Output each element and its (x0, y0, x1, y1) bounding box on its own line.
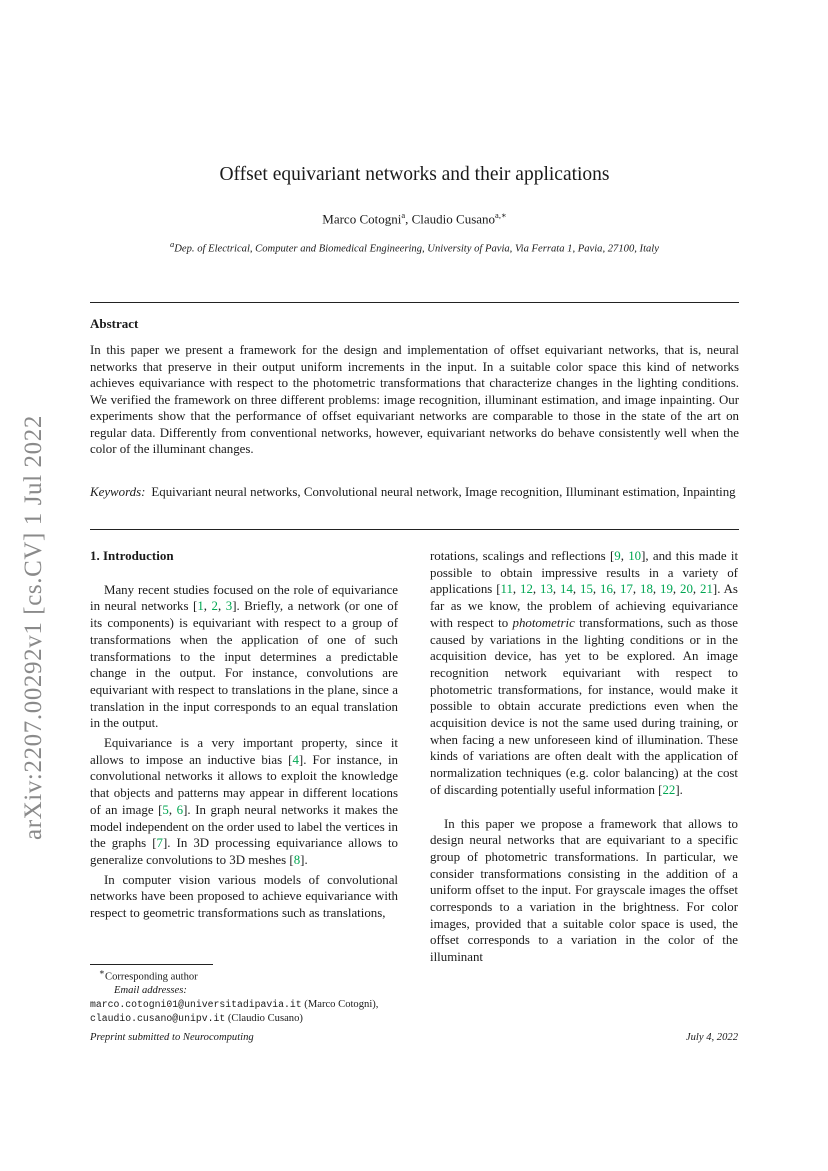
keywords-text: Equivariant neural networks, Convolutional neural network, Image recognition, Illuminant estimation, Inpainting (151, 485, 736, 499)
footer-date: July 4, 2022 (685, 1032, 738, 1043)
citation-link[interactable]: 4 (292, 752, 299, 767)
citation-link[interactable]: 7 (156, 836, 163, 851)
author-affiliation-mark: a (401, 210, 406, 220)
intro-paragraph-1: Many recent studies focused on the role of equivariance in neural networks [1, 2, 3]. Briefly, a network (or one of its components) is equivariant with respect to a group of transformations when the application of one of such transformations to the input determines a predictable change in the output. For instance, convolutions are equivariant with respect to translations in the plane, since a translation in the input corresponds to an equal translation in the output. (90, 582, 399, 731)
email-link[interactable]: claudio.cusano@unipv.it (90, 1012, 226, 1024)
author-name: Marco Cotogni (322, 211, 402, 227)
section-heading: 1. Introduction (90, 548, 174, 563)
citation-link[interactable]: 9 (614, 549, 621, 563)
abstract-top-rule (90, 302, 739, 303)
left-column (90, 548, 398, 922)
footnote-rule (90, 964, 213, 965)
citation-link[interactable]: 22 (662, 782, 676, 797)
email-owner: (Marco Cotogni), (301, 998, 379, 1010)
email-link[interactable]: marco.cotogni01@universitadipavia.it (90, 998, 302, 1010)
corresponding-author-note: Corresponding author (105, 971, 198, 983)
author-separator: , (405, 211, 412, 227)
intro-paragraph-3: In computer vision various models of convolutional networks have been proposed to achieve equivariance with respect to geometric transformations such as translations, (90, 872, 399, 921)
preprint-note: Preprint submitted to Neurocomputing (90, 1032, 254, 1043)
affiliation-text: Dep. of Electrical, Computer and Biomedical Engineering, University of Pavia, Via Ferrata 1, Pavia, 27100, Italy (174, 243, 659, 255)
arxiv-identifier: arXiv:2207.00292v1 [cs.CV] 1 Jul 2022 (20, 415, 47, 840)
citation-link[interactable]: 18 (640, 582, 653, 597)
footnotes (90, 966, 408, 1025)
email-owner: (Claudio Cusano) (225, 1012, 303, 1024)
right-column (430, 548, 738, 966)
citation-link[interactable]: 13 (540, 582, 553, 597)
citation-link[interactable]: 8 (293, 852, 301, 867)
citation-link[interactable]: 12 (520, 582, 533, 597)
citation-link[interactable]: 16 (600, 582, 613, 597)
author-list (90, 210, 739, 227)
footnote-mark: ∗ (99, 967, 106, 977)
keywords-label: Keywords: (90, 485, 146, 499)
citation-link[interactable]: 3 (225, 599, 233, 614)
intro-paragraph-2: Equivariance is a very important property, since it allows to impose an inductive bias [4]. For instance, in convolutional networks it allows to exploit the knowledge that objects and patterns may appear in different locations of an image [5, 6]. In graph neural networks it makes the model independent on the order used to label the vertices in the graphs [7]. In 3D processing equivariance allows to generalize convolutions to 3D meshes [8]. (90, 736, 399, 867)
citation-link[interactable]: 6 (176, 802, 184, 817)
citation-link[interactable]: 17 (620, 582, 633, 597)
abstract-heading: Abstract (90, 316, 139, 331)
author-name: Claudio Cusano (411, 211, 496, 227)
citation-link[interactable]: 11 (500, 582, 513, 597)
author-affiliation-mark: a,∗ (495, 210, 507, 220)
paper-title: Offset equivariant networks and their applications (219, 164, 610, 185)
citation-link[interactable]: 20 (680, 582, 693, 597)
citation-link[interactable]: 21 (700, 582, 713, 597)
abstract-bottom-rule (90, 529, 739, 530)
affiliation (90, 239, 739, 255)
abstract-text: In this paper we present a framework for the design and implementation of offset equivariant networks, that is, neural networks that preserve in their output uniform increments in the input. In a suitable color space this kind of networks achieves equivariance with respect to the photometric transformations that characterize changes in the lighting conditions. We verified the framework on three different problems: image recognition, illuminant estimation, and image inpainting. Our experiments show that the performance of offset equivariant networks are comparable to those in the state of the art on regular data. Differently from conventional networks, however, equivariant networks do behave consistently well when the color of the illuminant changes. (90, 343, 739, 456)
intro-paragraph-3-continued: rotations, scalings and reflections [9, 10], and this made it possible to obtain impressive results in a variety of applications [11, 12, 13, 14, 15, 16, 17, 18, 19, 20, 21]. As far as we know, the problem of achieving equivariance with respect to photometric transformations, such as those caused by variations in the lighting conditions or in the acquisition device, has yet to be explored. An image recognition network equivariant with respect to photometric transformations, for instance, would make it possible to obtain accurate predictions even when the acquisition device is not the same used during training, or when facing a new unforeseen kind of illumination. These kinds of variations are often dealt with the application of normalization techniques (e.g. color balancing) at the cost of discarding potentially useful information [22]. (430, 549, 739, 797)
email-label: Email addresses: (114, 985, 187, 997)
citation-link[interactable]: 15 (580, 582, 593, 597)
citation-link[interactable]: 2 (211, 599, 218, 614)
citation-link[interactable]: 19 (660, 582, 673, 597)
affiliation-mark: a (170, 239, 175, 249)
keywords (90, 484, 739, 501)
citation-link[interactable]: 10 (628, 549, 642, 563)
citation-link[interactable]: 14 (560, 582, 573, 597)
citation-link[interactable]: 1 (197, 599, 204, 614)
citation-link[interactable]: 5 (162, 802, 169, 817)
intro-paragraph-4: In this paper we propose a framework that allows to design neural networks that are equivariant to a specific group of photometric transformations. In particular, we consider transformations consisting in the addition of a uniform offset to the input. For grayscale images the offset corresponds to a variation in the brightness. For color images, provided that a suitable color space is used, the offset corresponds to a variation in the color of the illuminant (430, 816, 738, 965)
